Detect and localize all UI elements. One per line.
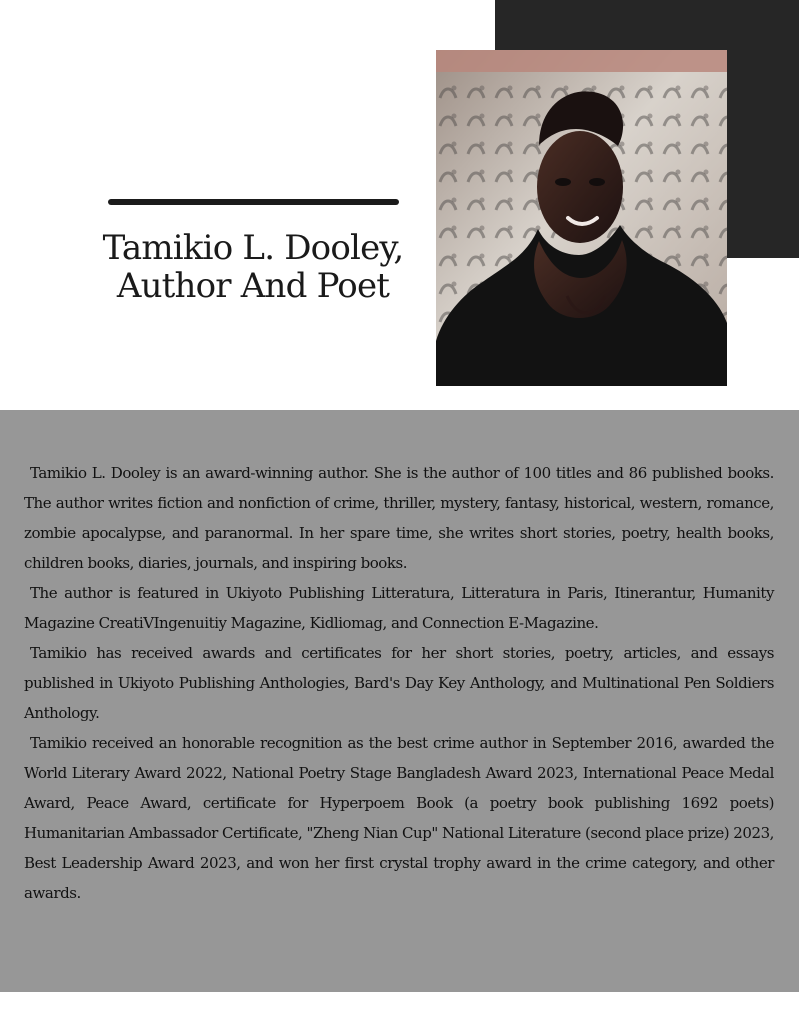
author-portrait-image [436,50,727,386]
bio-paragraph: Tamikio has received awards and certificates for her short stories, poetry, articles, and essays published in Ukiyoto Publishing Anthologies, Bard's Day Key Anthology, and Multinational Pen Soldiers Anthology. [24,644,774,722]
title-divider [108,199,399,205]
author-photo [436,50,727,386]
author-role-line: Author And Poet [116,266,390,306]
bio-paragraph: Tamikio received an honorable recognition as the best crime author in September 2016, awarded the World Literary Award 2022, National Poetry Stage Bangladesh Award 2023, International Peace Medal Award, Peace Award, certificate for Hyperpoem Book (a poetry book publishing 1692 poets) Humanitarian Ambassador Certificate, "Zheng Nian Cup" National Literature (second place prize) 2023, Best Leadership Award 2023, and won her first crystal trophy award in the crime category, and other awards. [24,734,774,902]
bio-paragraph: Tamikio L. Dooley is an award-winning author. She is the author of 100 titles and 86 published books. The author writes fiction and nonfiction of crime, thriller, mystery, fantasy, historical, western, romance, zombie apocalypse, and paranormal. In her spare time, she writes short stories, poetry, health books, children books, diaries, journals, and inspiring books. [24,464,774,572]
page-title [58,229,448,305]
author-bio [24,458,774,908]
bio-paragraph: The author is featured in Ukiyoto Publishing Litteratura, Litteratura in Paris, Itinerantur, Humanity Magazine CreatiVIngenuitiy Magazine, Kidliomag, and Connection E-Magazine. [24,584,774,632]
author-name-line: Tamikio L. Dooley, [102,228,404,268]
